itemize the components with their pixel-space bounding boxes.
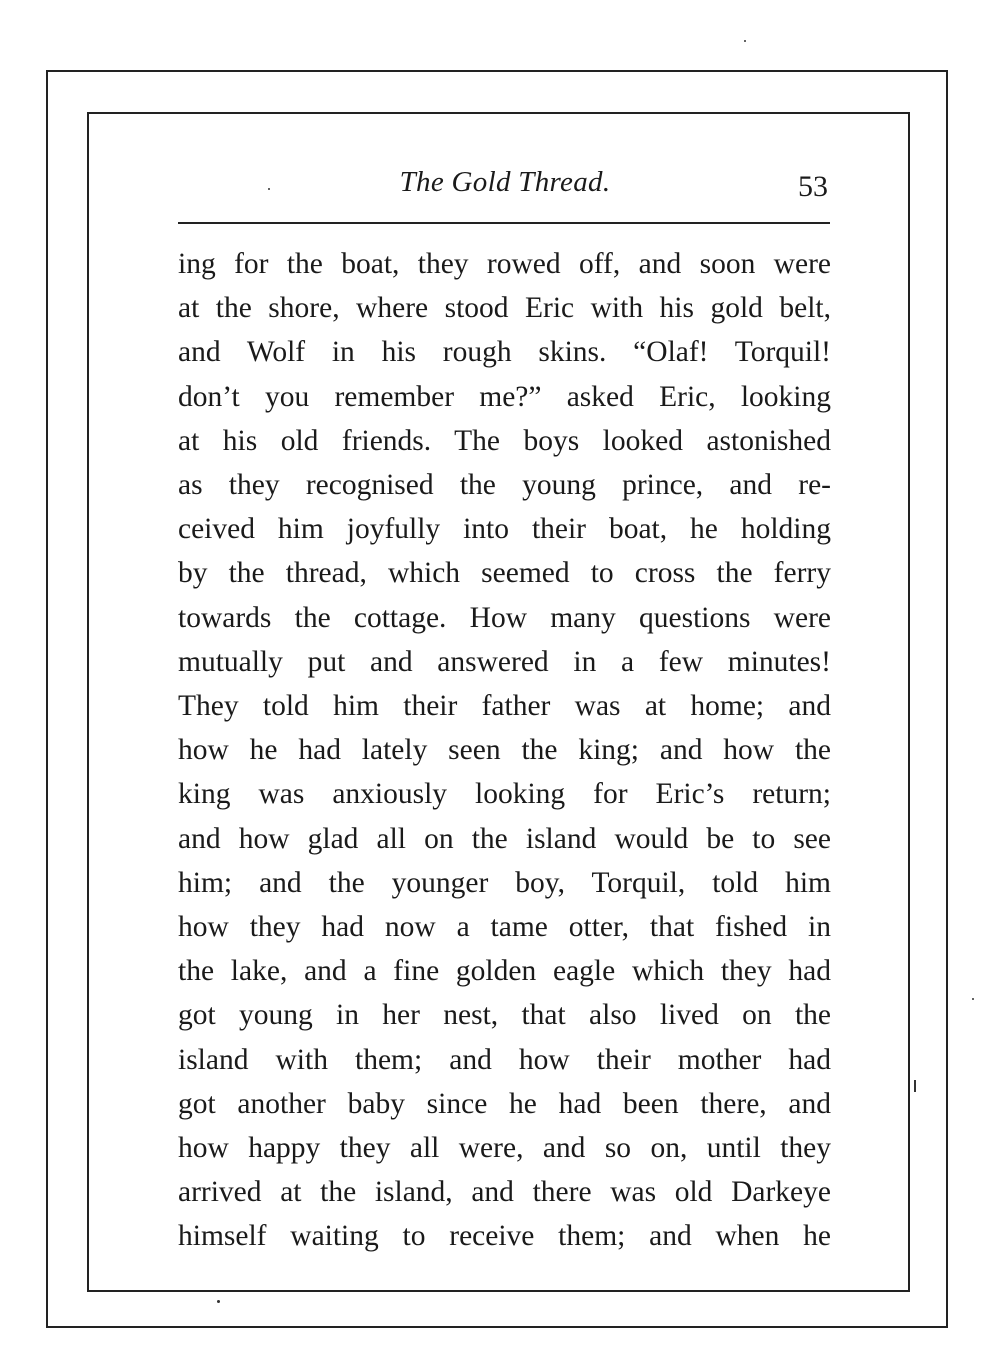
text-line: towards the cottage. How many questions were (178, 601, 831, 634)
text-line: mutually put and answered in a few minutes! (178, 645, 831, 678)
text-line: himself waiting to receive them; and when he (178, 1220, 831, 1253)
text-line: how they had now a tame otter, that fished in (178, 911, 831, 944)
header-rule (178, 222, 830, 224)
text-line: at the shore, where stood Eric with his gold belt, (178, 292, 831, 325)
text-line: at his old friends. The boys looked astonished (178, 424, 831, 457)
text-line: ing for the boat, they rowed off, and soon were (178, 248, 831, 280)
print-speck (217, 1300, 220, 1303)
running-head (178, 160, 832, 210)
print-speck (972, 998, 974, 1000)
text-line: king was anxiously looking for Eric’s return; (178, 778, 831, 811)
text-line: got young in her nest, that also lived on the (178, 999, 831, 1032)
text-line: and how glad all on the island would be to see (178, 822, 831, 855)
print-speck (914, 1080, 916, 1092)
text-line: by the thread, which seemed to cross the ferry (178, 557, 831, 590)
text-line: how happy they all were, and so on, until they (178, 1132, 831, 1165)
running-title: The Gold Thread. (399, 166, 611, 198)
text-line: don’t you remember me?” asked Eric, looking (178, 380, 831, 413)
text-line: as they recognised the young prince, and re- (178, 469, 831, 502)
text-line: the lake, and a fine golden eagle which they had (178, 955, 831, 988)
text-line: arrived at the island, and there was old Darkeye (178, 1176, 831, 1209)
body-text (178, 242, 831, 1259)
text-line: how he had lately seen the king; and how the (178, 734, 831, 767)
print-speck (268, 188, 270, 190)
text-line: island with them; and how their mother had (178, 1043, 831, 1076)
page-number: 53 (798, 170, 828, 203)
text-line: got another baby since he had been there, and (178, 1087, 831, 1120)
text-line: him; and the younger boy, Torquil, told him (178, 866, 831, 899)
text-line: They told him their father was at home; and (178, 690, 831, 723)
text-line: and Wolf in his rough skins. “Olaf! Torquil! (178, 336, 831, 369)
print-speck (744, 40, 746, 42)
text-line: ceived him joyfully into their boat, he holding (178, 513, 831, 546)
